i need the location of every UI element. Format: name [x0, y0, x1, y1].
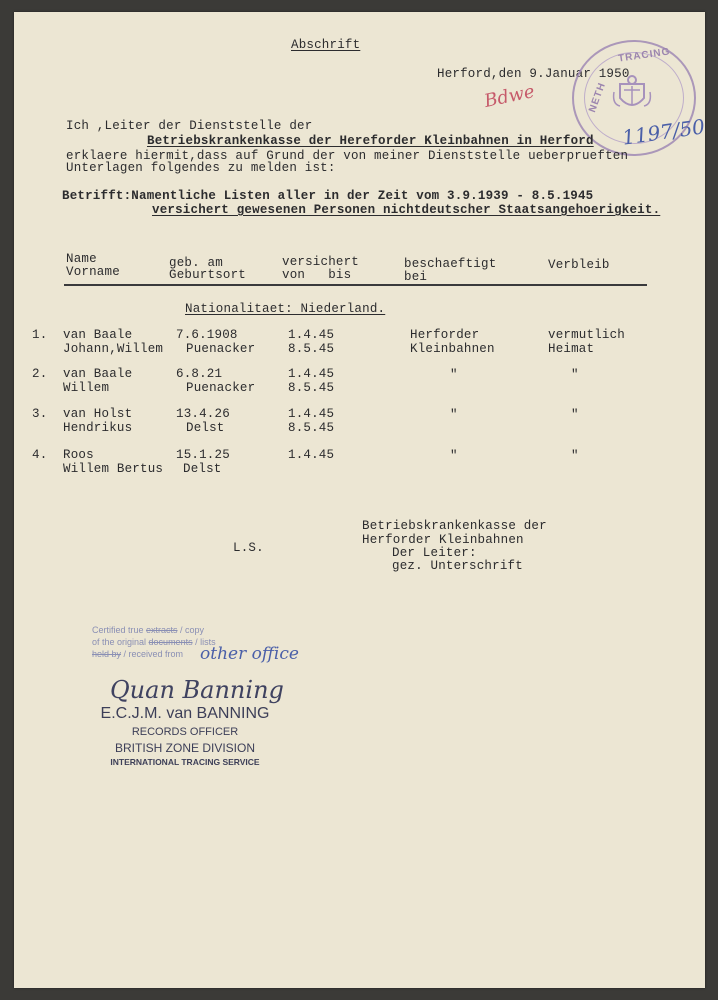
certification-stamp: Certified true extracts / copy of the original documents / lists held by / received from: [92, 625, 216, 659]
col-header-birthplace: Geburtsort: [169, 268, 247, 282]
signature-scrawl: Quan Banning: [110, 676, 284, 704]
coat-of-arms-icon: [610, 72, 654, 116]
col-header-insured: versichert: [282, 255, 360, 269]
nationality-heading: Nationalitaet: Niederland.: [185, 302, 386, 316]
locus-sigilli: L.S.: [233, 541, 264, 555]
subject-line-1: Betrifft:Namentliche Listen aller in der Zeit vom 3.9.1939 - 8.5.1945: [62, 189, 594, 203]
red-handwritten-mark: Bdwe: [482, 80, 537, 113]
certification-handwriting: other office: [200, 644, 299, 664]
col-header-name: Name: [66, 252, 97, 266]
stamp-handwritten-number: 1197/50: [620, 114, 707, 150]
officer-division: BRITISH ZONE DIVISION: [114, 741, 255, 755]
closing-line-2: Herforder Kleinbahnen: [362, 533, 524, 547]
col-header-employed-at: bei: [404, 270, 428, 284]
col-header-born: geb. am: [169, 256, 223, 270]
place-date: Herford,den 9.Januar 1950: [437, 67, 630, 81]
closing-line-1: Betriebskrankenkasse der: [362, 519, 547, 533]
subject-line-2: versichert gewesenen Personen nichtdeutscher Staatsangehoerigkeit.: [152, 203, 661, 217]
intro-line-1: Ich ,Leiter der Dienststelle der: [66, 119, 313, 133]
intro-line-2: Betriebskrankenkasse der Hereforder Kleinbahnen in Herford: [147, 134, 594, 148]
tracing-service-stamp: NETH TRACING: [572, 40, 696, 156]
col-header-insured-range: von bis: [282, 268, 352, 282]
officer-organization: INTERNATIONAL TRACING SERVICE: [110, 757, 260, 767]
col-header-whereabouts: Verbleib: [548, 258, 610, 272]
closing-line-4: gez. Unterschrift: [392, 559, 523, 573]
header-rule: [64, 284, 647, 286]
officer-title: RECORDS OFFICER: [131, 726, 239, 738]
intro-line-3: erklaere hiermit,dass auf Grund der von meiner Dienststelle ueberprueften: [66, 149, 629, 163]
col-header-employed: beschaeftigt: [404, 257, 497, 271]
officer-name: E.C.J.M. van BANNING: [100, 705, 270, 722]
intro-line-4: Unterlagen folgendes zu melden ist:: [66, 161, 336, 175]
closing-line-3: Der Leiter:: [392, 546, 477, 560]
col-header-vorname: Vorname: [66, 265, 120, 279]
document-heading: Abschrift: [291, 38, 361, 52]
